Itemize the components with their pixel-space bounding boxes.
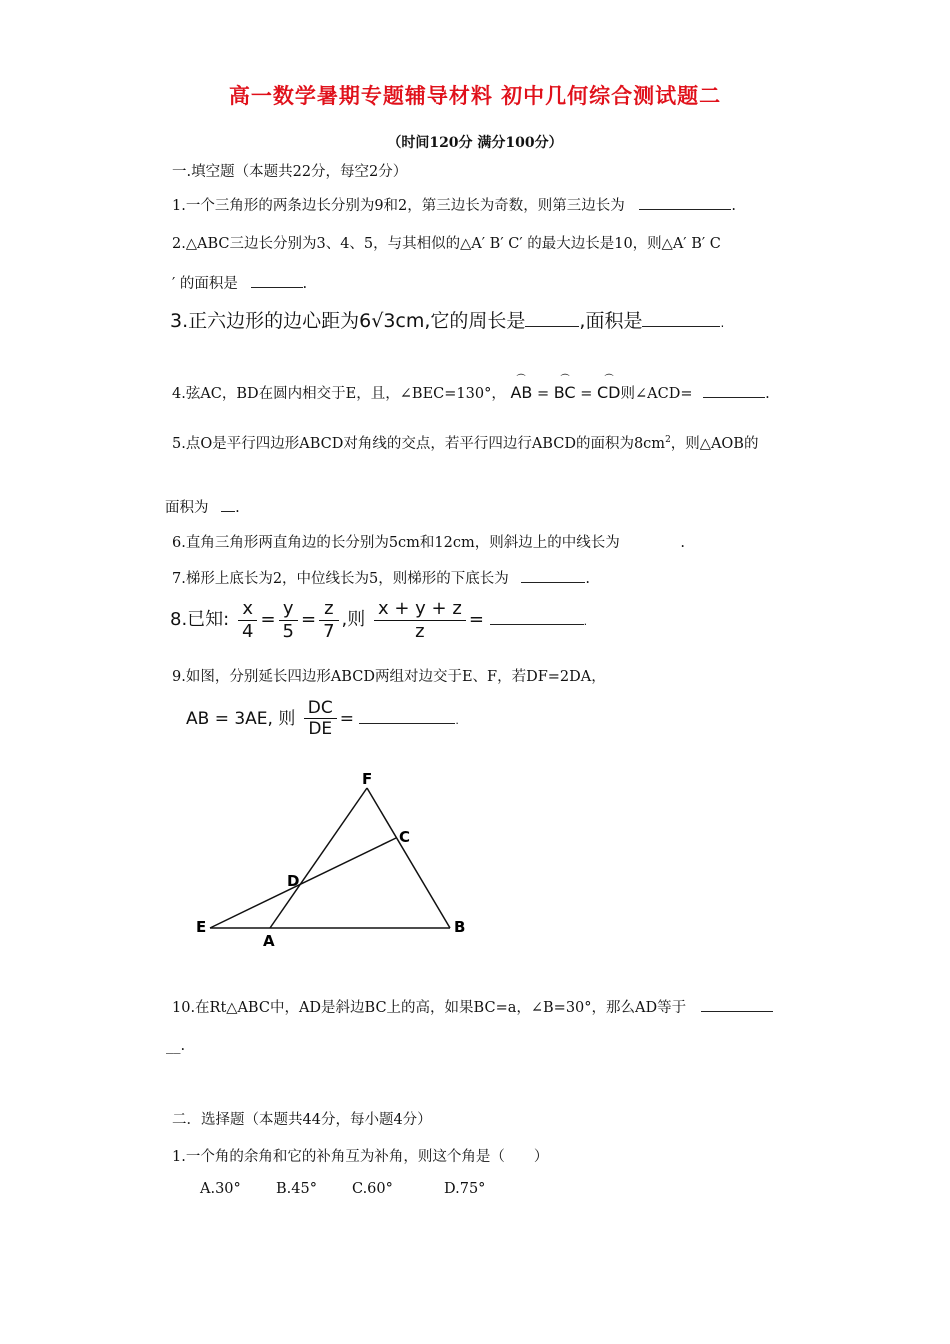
period: . [765,386,770,402]
question-4-text: 4.弦AC，BD在圆内相交于E，且，∠BEC=130°， [172,386,506,402]
numerator: z [319,598,338,621]
question-4-tail: 则∠ACD= [620,386,693,402]
equals-sign: = [468,609,484,631]
question-6 [172,531,685,552]
question-10-line-1 [172,996,773,1017]
section1-heading: 一.填空题（本题共22分，每空2分） [172,164,408,180]
label-d: D [287,872,300,890]
question-2-line-2 [172,272,307,293]
page-title: 高一数学暑期专题辅导材料 初中几何综合测试题二 [228,83,722,108]
label-c: C [399,828,411,846]
answer-blank [703,397,765,398]
fraction-z-over-7 [319,598,338,642]
denominator: 7 [323,620,335,642]
question-7 [172,567,590,588]
option-c[interactable]: C.60° [352,1181,393,1197]
option-d[interactable]: D.75° [444,1181,486,1197]
area-blank [642,326,720,327]
answer-blank [490,624,584,625]
denominator: 5 [282,620,294,642]
answer-blank [639,209,731,210]
denominator: 4 [241,620,254,642]
numerator: DC [304,698,337,719]
question-3-perimeter-label: ,它的周长是 [424,310,526,332]
question-9-line-2 [186,698,459,740]
question-10-line-2: __. [166,1038,186,1054]
numerator: x + y + z [374,598,466,621]
answer-blank [521,582,585,583]
period: . [680,535,685,551]
line-fb [367,788,450,928]
answer-blank [701,1011,773,1012]
label-e: E [196,918,207,936]
line-af [270,788,367,928]
period: . [585,571,591,587]
option-a[interactable]: A.30° [200,1181,241,1197]
equals-sign: = [339,708,354,729]
denominator: DE [308,719,333,740]
question-6-text: 6.直角三角形两直角边的长分别为5cm和12cm，则斜边上的中线长为 [172,535,620,551]
label-b: B [454,918,466,936]
period: . [302,276,308,292]
question-5-line-1 [172,432,758,453]
question-8 [170,598,587,642]
numerator: x [238,598,257,621]
question-1-text: 1.一个三角形的两条边长分别为9和2，第三边长为奇数，则第三边长为 [172,198,625,214]
question-5-text: 5.点O是平行四边形ABCD对角线的交点，若平行四边行ABCD的面积为8cm [172,436,666,452]
section2-heading: 二．选择题（本题共44分，每小题4分） [172,1112,432,1128]
answer-blank [251,287,303,288]
label-a: A [263,932,275,948]
label-f: F [362,770,373,788]
mc-options [200,1181,485,1197]
period: . [583,615,588,629]
question-7-text: 7.梯形上底长为2，中位线长为5，则梯形的下底长为 [172,571,509,587]
geometry-figure [190,768,480,948]
sqrt-expression: √3cm [371,310,425,332]
question-3 [170,306,724,333]
arc-cd: ⌒ CD [597,383,621,402]
equals-sign: = [580,386,593,402]
question-9-text: AB = 3AE, 则 [186,708,296,729]
question-2-text: ′ 的面积是 [172,276,238,292]
question-9-line-1: 9.如图，分别延长四边形ABCD两组对边交于E、F，若DF=2DA， [172,669,606,685]
answer-blank [221,511,235,512]
question-10-text: 10.在Rt△ABC中，AD是斜边BC上的高，如果BC=a，∠B=30°，那么AD等于 [172,1000,687,1016]
arc-bc: ⌒ BC [554,383,576,402]
question-3-area-label: ,面积是 [579,310,643,332]
arc-ab: ⌒ AB [510,383,532,402]
question-4 [172,382,770,403]
equals-sign: = [536,386,550,402]
fraction-y-over-5 [279,598,298,642]
equals-sign: = [260,609,276,631]
option-b[interactable]: B.45° [276,1181,317,1197]
period: . [731,198,737,214]
superscript: 2 [665,435,671,446]
question-5-area-label: 面积为 [165,500,209,516]
question-5-line-2 [165,496,240,517]
fraction-sum-over-z [374,598,466,642]
period: . [455,713,459,727]
fraction-dc-over-de [304,698,337,740]
line-ec [210,838,396,928]
mc-question-1: 1.一个角的余角和它的补角互为补角，则这个角是（ ） [172,1149,549,1165]
fraction-x-over-4 [238,598,257,642]
answer-blank [359,723,455,724]
question-1 [172,194,736,215]
equals-sign: = [300,609,317,631]
question-8-then: ,则 [341,609,366,631]
question-3-text: 3.正六边形的边心距为6 [170,310,372,332]
numerator: y [279,598,298,621]
period: . [235,500,240,516]
question-5-tail: ，则△AOB的 [670,436,759,452]
question-8-text: 8.已知: [170,609,230,631]
page-subtitle: （时间120分 满分100分） [387,135,563,151]
perimeter-blank [525,326,579,327]
denominator: z [415,620,425,642]
question-2-line-1: 2.△ABC三边长分别为3、4、5，与其相似的△A′ B′ C′ 的最大边长是10，则△A′ B′ C [172,236,721,252]
period: . [720,316,725,330]
